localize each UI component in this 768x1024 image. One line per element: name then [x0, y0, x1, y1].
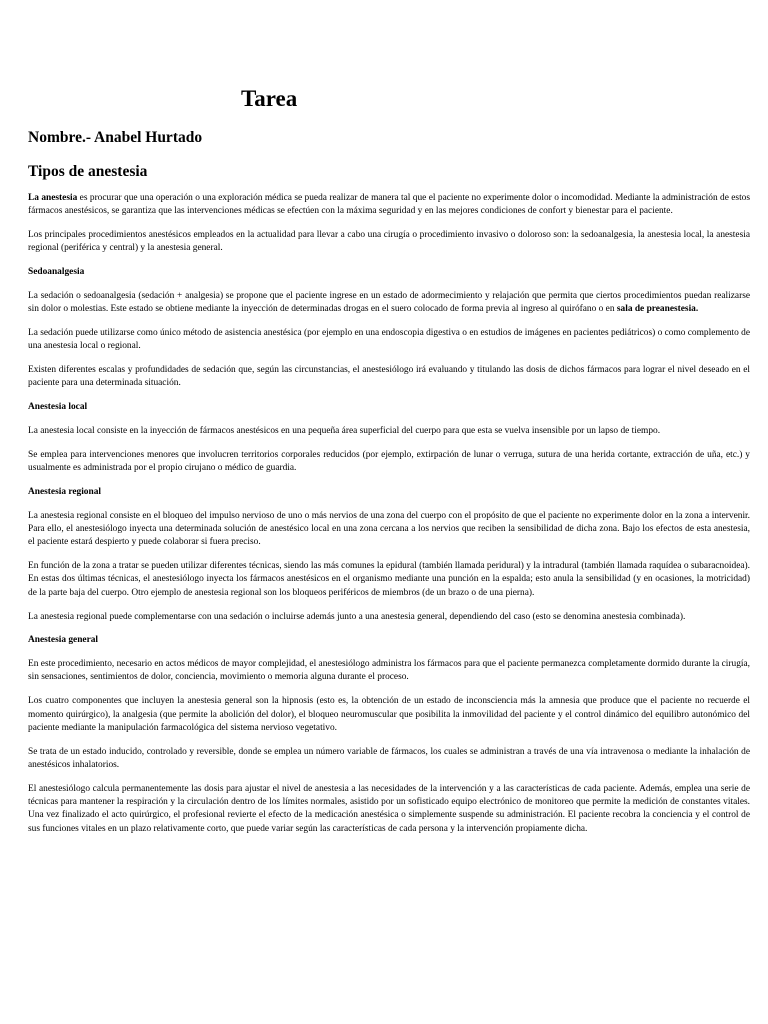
sedoanalgesia-text: La sedación o sedoanalgesia (sedación + analgesia) se propone que el paciente ingrese en un estado de adormecimiento y relajación que permita que ciertos procedimientos puedan realizarse sin dolor o molestias. Este estado se obtiene mediante la inyección de determinadas drogas en el suero colocado de forma previa al ingreso al quirófano o en	[28, 290, 750, 315]
general-paragraph-2: Los cuatro componentes que incluyen la anestesia general son la hipnosis (esto es, la obtención de un estado de inconsciencia más la amnesia que produce que el paciente no recuerde el momento quirúrgico), la analgesia (que permite la abolición del dolor), el bloqueo neuromuscular que posibilita la inmovilidad del paciente y el control dinámico del equilibro autonómico del paciente mediante la manipulación farmacológica del sistema nervioso vegetativo.	[28, 696, 750, 733]
regional-paragraph-2: En función de la zona a tratar se pueden utilizar diferentes técnicas, siendo las más comunes la epidural (también llamada peridural) y la intradural (también llamada raquídea o subaracnoidea). En estas dos últimas técnicas, el anestesiólogo inyecta los fármacos anestésicos en el organismo mediante una punción en la espalda; esto anula la sensibilidad (y en ocasiones, la motricidad) de la parte baja del cuerpo. Otro ejemplo de anestesia regional son los bloqueos periféricos de miembros (de un brazo o de una pierna).	[28, 561, 750, 598]
local-paragraph-1: La anestesia local consiste en la inyección de fármacos anestésicos en una pequeña área superficial del cuerpo para que esta se vuelva insensible por un lapso de tiempo.	[28, 426, 661, 437]
general-paragraph-1: En este procedimiento, necesario en actos médicos de mayor complejidad, el anestesiólogo administra los fármacos para que el paciente permanezca completamente dormido durante la cirugía, sin sensaciones, sentimientos de dolor, conciencia, movimiento o memoria alguna durante el proceso.	[28, 659, 750, 683]
intro-paragraph-1	[28, 192, 750, 219]
section-heading-local: Anestesia local	[28, 402, 88, 413]
regional-paragraph-3: La anestesia regional puede complementarse con una sedación o incluirse además junto a una anestesia general, dependiendo del caso (esto se denomina anestesia combinada).	[28, 611, 686, 622]
student-name: Nombre.- Anabel Hurtado	[28, 129, 203, 146]
document-body	[28, 192, 750, 846]
section-heading-sedoanalgesia: Sedoanalgesia	[28, 267, 85, 278]
section-heading-regional: Anestesia regional	[28, 486, 101, 497]
intro-term: La anestesia	[28, 193, 78, 203]
intro-paragraph-2: Los principales procedimientos anestésicos empleados en la actualidad para llevar a cabo una cirugía o procedimiento invasivo o doloroso son: la sedoanalgesia, la anestesia local, la anestesia regional (periférica y central) y la anestesia general.	[28, 230, 750, 254]
sedoanalgesia-paragraph-1	[28, 290, 750, 317]
document-subtitle: Tipos de anestesia	[28, 163, 148, 180]
sedoanalgesia-bold-term: sala de preanestesia.	[616, 304, 699, 315]
sedoanalgesia-paragraph-3: Existen diferentes escalas y profundidades de sedación que, según las circunstancias, el anestesiólogo irá evaluando y titulando las dosis de dichos fármacos para lograr el nivel deseado en el paciente para una determinada situación.	[28, 365, 750, 389]
general-paragraph-4: El anestesiólogo calcula permanentemente las dosis para ajustar el nivel de anestesia a las necesidades de la intervención y a las características de cada paciente. Además, emplea una serie de técnicas para mantener la respiración y la circulación dentro de los límites normales, asistido por un sofisticado equipo electrónico de monitoreo que permite la medición de constantes vitales. Una vez finalizado el acto quirúrgico, el profesional revierte el efecto de la medicación anestésica o simplemente suspende su administración. El paciente recobra la conciencia y el control de sus funciones vitales en un plazo relativamente corto, que puede variar según las características de cada persona y la intervención propiamente dicha.	[28, 783, 750, 834]
sedoanalgesia-paragraph-2: La sedación puede utilizarse como único método de asistencia anestésica (por ejemplo en una endoscopia digestiva o en estudios de imágenes en pacientes pediátricos) o como complemento de una anestesia local o regional.	[28, 328, 750, 352]
intro-text: es procurar que una operación o una exploración médica se pueda realizar de manera tal que el paciente no experimente dolor o incomodidad. Mediante la administración de estos fármacos anestésicos, se garantiza que las intervenciones médicas se efectúen con la máxima seguridad y en las mejores condiciones de confort y bienestar para el paciente.	[28, 193, 751, 217]
document-title: Tarea	[241, 86, 298, 111]
regional-paragraph-1: La anestesia regional consiste en el bloqueo del impulso nervioso de uno o más nervios de una zona del cuerpo con el propósito de que el paciente no experimente dolor en la zona a intervenir. Para ello, el anestesiólogo inyecta una determinada solución de anestésico local en una zona cercana a los nervios que reciben la sensibilidad de dicha zona. Bajo los efectos de esta anestesia, el paciente estará despierto y puede colaborar si fuera preciso.	[28, 510, 750, 548]
local-paragraph-2: Se emplea para intervenciones menores que involucren territorios corporales reducidos (por ejemplo, extirpación de lunar o verruga, sutura de una herida cortante, extracción de uña, etc.) y usualmente es administrada por el propio cirujano o médico de guardia.	[28, 449, 750, 474]
general-paragraph-3: Se trata de un estado inducido, controlado y reversible, donde se emplea un número variable de fármacos, los cuales se administran a través de una vía intravenosa o mediante la inhalación de anestésicos inhalatorios.	[28, 746, 750, 770]
section-heading-general: Anestesia general	[28, 635, 99, 646]
